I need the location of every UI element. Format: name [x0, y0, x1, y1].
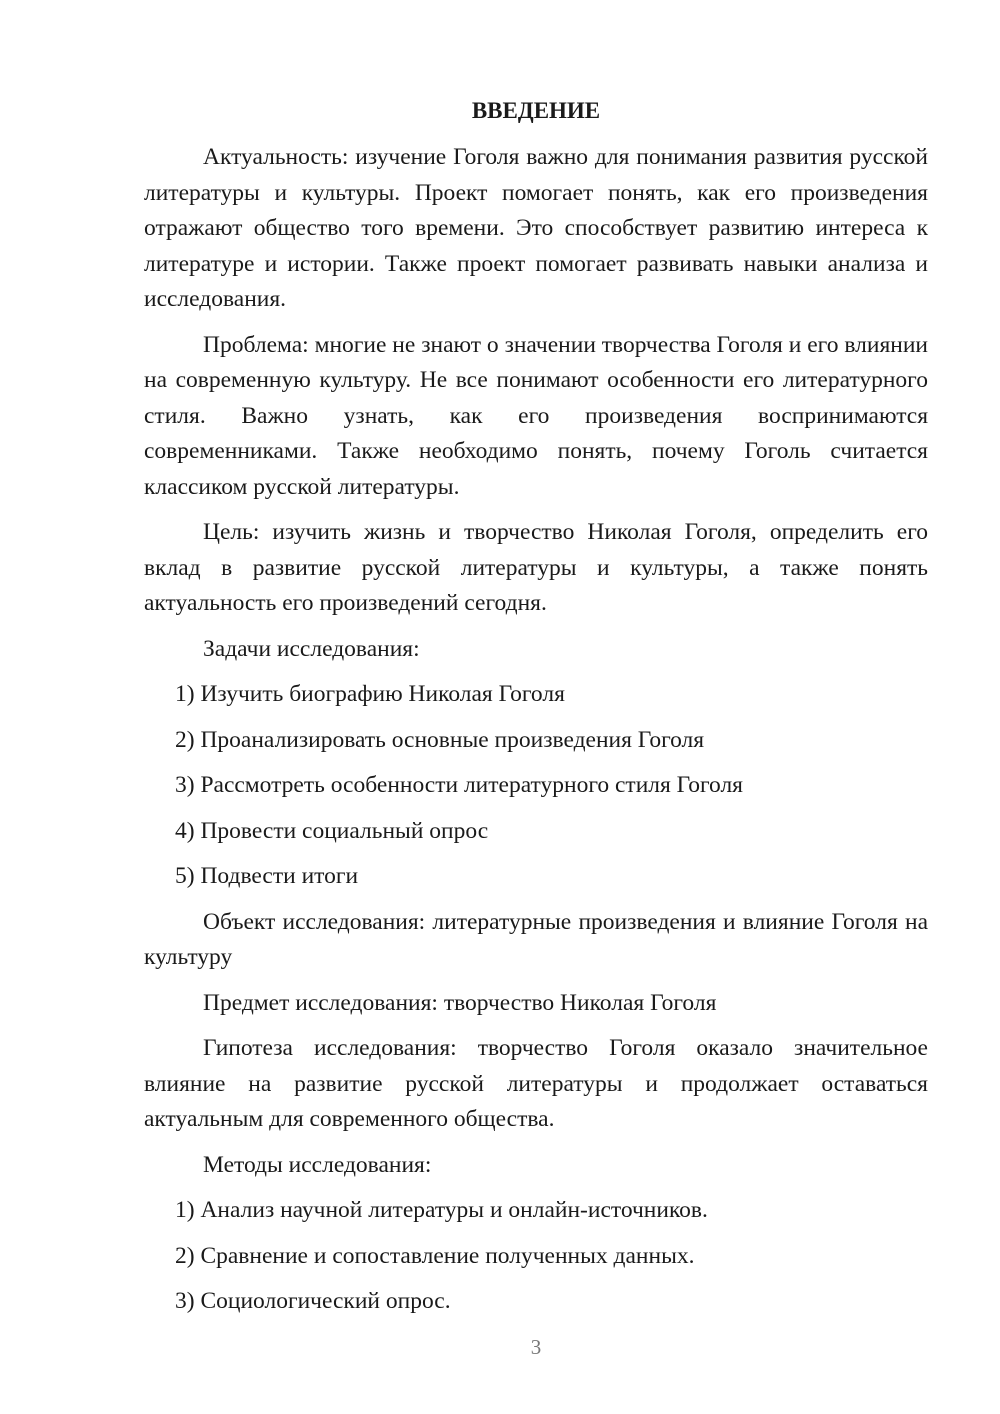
relevance-paragraph: Актуальность: изучение Гоголя важно для понимания развития русской литературы и культуры. Проект помогает понять, как его произведения отражают общество того времени. Это способствует развитию интереса к литературе и истории. Также проект помогает развивать навыки анализа и исследования.: [144, 144, 928, 312]
goal-paragraph: Цель: изучить жизнь и творчество Николая Гоголя, определить его вклад в развитие русской литературы и культуры, а также понять актуальность его произведений сегодня.: [144, 519, 928, 616]
problem-paragraph: Проблема: многие не знают о значении творчества Гоголя и его влиянии на современную культуру. Не все понимают особенности его литературного стиля. Важно узнать, как его произведения воспринимаются современниками. Также необходимо понять, почему Гоголь считается классиком русской литературы.: [144, 331, 928, 500]
tasks-label: Задачи исследования:: [203, 635, 420, 662]
hypothesis-paragraph: Гипотеза исследования: творчество Гоголя оказало значительное влияние на развитие русской литературы и продолжает оставаться актуальным для современного общества.: [144, 1035, 928, 1132]
method-item: 1) Анализ научной литературы и онлайн-источников.: [175, 1197, 708, 1223]
tasks-list: [144, 677, 928, 895]
method-item: 3) Социологический опрос.: [175, 1288, 451, 1314]
task-item: 5) Подвести итоги: [175, 863, 359, 889]
subject-paragraph: Предмет исследования: творчество Николая Гоголя: [203, 989, 717, 1016]
object-paragraph: Объект исследования: литературные произведения и влияние Гоголя на культуру: [144, 908, 928, 970]
task-item: 2) Проанализировать основные произведения Гоголя: [175, 726, 705, 753]
methods-label: Методы исследования:: [203, 1151, 432, 1178]
page-number: 3: [530, 1335, 542, 1359]
section-heading: ВВЕДЕНИЕ: [471, 98, 601, 123]
methods-list: [144, 1193, 928, 1320]
task-item: 1) Изучить биографию Николая Гоголя: [175, 681, 565, 707]
task-item: 3) Рассмотреть особенности литературного стиля Гоголя: [175, 772, 743, 798]
page-content: [144, 94, 928, 1330]
method-item: 2) Сравнение и сопоставление полученных данных.: [175, 1242, 695, 1269]
task-item: 4) Провести социальный опрос: [175, 817, 489, 844]
